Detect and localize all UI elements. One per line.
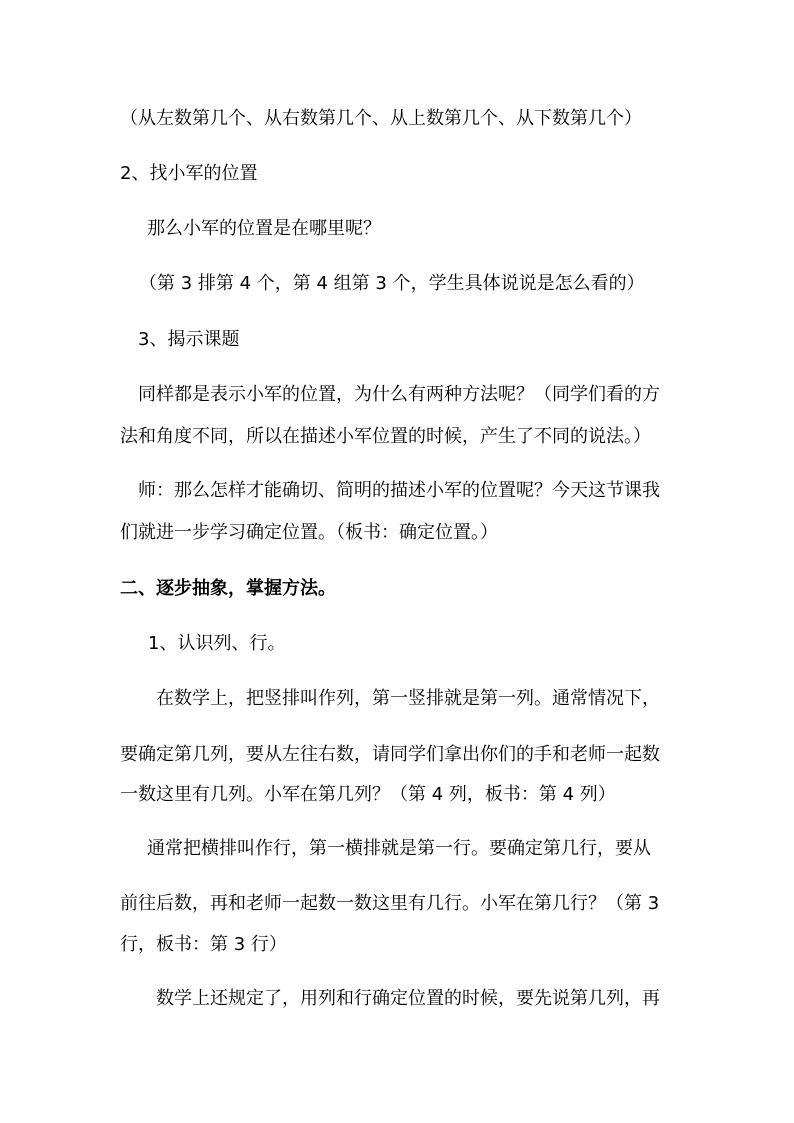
text-line-paragraph-5a: 数学上还规定了，用列和行确定位置的时候，要先说第几列，再	[156, 988, 660, 1009]
text-line-paragraph-3a: 在数学上，把竖排叫作列，第一竖排就是第一列。通常情况下，	[156, 688, 660, 709]
text-line-paragraph-2b: 们就进一步学习确定位置。（板书：确定位置。）	[120, 522, 498, 543]
text-line-paragraph-3b: 要确定第几列，要从左往右数，请同学们拿出你们的手和老师一起数	[120, 744, 660, 765]
heading-reveal-topic: 3、揭示课题	[138, 329, 240, 350]
text-line-paragraph-1a: 同样都是表示小军的位置，为什么有两种方法呢？（同学们看的方	[138, 384, 660, 405]
subheading-columns-rows: 1、认识列、行。	[148, 633, 286, 654]
text-line-paragraph-4b: 前往后数，再和老师一起数一数这里有几行。小军在第几行？（第 3	[120, 893, 660, 914]
text-line-answer: （第 3 排第 4 个，第 4 组第 3 个，学生具体说说是怎么看的）	[139, 273, 645, 294]
heading-find-position: 2、找小军的位置	[120, 163, 258, 184]
text-line-paragraph-4a: 通常把横排叫作行，第一横排就是第一行。要确定第几行，要从	[147, 838, 651, 859]
text-line-paragraph-4c: 行，板书：第 3 行）	[120, 934, 287, 955]
section-heading-two: 二、逐步抽象，掌握方法。	[120, 578, 336, 599]
text-line-paragraph-3c: 一数这里有几列。小军在第几列？（第 4 列，板书：第 4 列）	[120, 784, 616, 805]
text-line-question: 那么小军的位置是在哪里呢？	[147, 218, 381, 239]
text-line-parenthetical-counting: （从左数第几个、从右数第几个、从上数第几个、从下数第几个）	[120, 108, 642, 129]
text-line-paragraph-1b: 法和角度不同，所以在描述小军位置的时候，产生了不同的说法。）	[120, 426, 651, 447]
text-line-paragraph-2a: 师：那么怎样才能确切、简明的描述小军的位置呢？今天这节课我	[138, 480, 660, 501]
